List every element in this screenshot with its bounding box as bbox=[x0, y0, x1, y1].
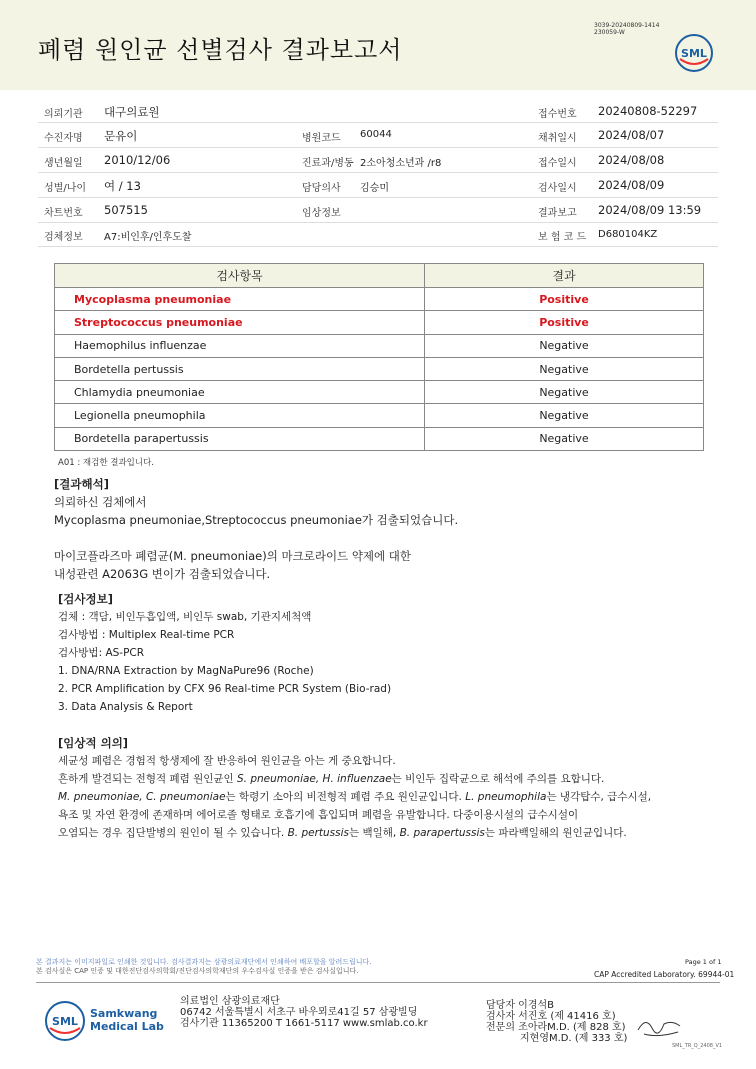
test-info-line: 검체 : 객담, 비인두흡입액, 비인두 swab, 기관지세척액 bbox=[58, 611, 312, 623]
footer-address: 의료법인 삼광의료재단 06742 서울특별시 서초구 바우뫼로41길 57 삼광빌딩 검사기관 11365200 T 1661-5117 www.smlab.co.kr bbox=[180, 996, 428, 1029]
test-info-line: 검사방법: AS-PCR bbox=[58, 647, 145, 659]
clinical-line: 흔하게 발견되는 전형적 폐렴 원인균인 S. pneumoniae, H. influenzae는 비인두 집락균으로 해석에 주의를 요합니다. bbox=[58, 773, 605, 785]
receipt-date-value: 2024/08/08 bbox=[598, 153, 665, 167]
table-header-row bbox=[55, 264, 704, 288]
footer-notice: 본 결과지는 이미지파일로 인쇄한 것입니다. 검사결과지는 삼광의료재단에서 인쇄하여 배포할을 알려드립니다. 본 검사실은 CAP 인증 및 대한진단검사의학회/진단검사의학재단의 우수검사실 인증을 받은 검사실입니다. bbox=[36, 958, 372, 975]
test-result: Positive bbox=[425, 311, 704, 334]
dept-label: 진료과/병동 bbox=[302, 158, 354, 169]
test-info-line: 검사방법 : Multiplex Real-time PCR bbox=[58, 629, 235, 641]
divider bbox=[38, 246, 718, 247]
chart-value: 507515 bbox=[104, 203, 148, 217]
test-info-section bbox=[58, 590, 391, 716]
divider bbox=[38, 172, 718, 173]
table-row bbox=[55, 311, 704, 334]
doc-code: 3039-20240809-1414 230059-W bbox=[594, 22, 660, 36]
signature-icon bbox=[634, 1012, 684, 1040]
test-result: Negative bbox=[425, 427, 704, 450]
clinical-meaning-section bbox=[58, 734, 720, 842]
col-item-header: 검사항목 bbox=[55, 264, 425, 288]
footer-logo-name: Samkwang Medical Lab bbox=[90, 1007, 164, 1033]
patient-value: 문유이 bbox=[104, 129, 138, 143]
interpretation-line: Mycoplasma pneumoniae,Streptococcus pneumoniae가 검출되었습니다. bbox=[54, 513, 459, 527]
test-item: Bordetella parapertussis bbox=[55, 427, 425, 450]
sex-age-value: 여 / 13 bbox=[104, 179, 141, 193]
retest-note: A01 : 재검한 결과입니다. bbox=[58, 458, 154, 468]
test-info-line: 2. PCR Amplification by CFX 96 Real-time PCR System (Bio-rad) bbox=[58, 683, 392, 695]
svg-text:SML: SML bbox=[681, 47, 707, 60]
insurance-label: 보 험 코 드 bbox=[538, 232, 587, 243]
test-result: Positive bbox=[425, 288, 704, 311]
interpretation-line: 마이코플라즈마 폐렴균(M. pneumoniae)의 마크로라이드 약제에 대한 bbox=[54, 549, 412, 563]
table-row bbox=[55, 288, 704, 311]
chart-label: 차트번호 bbox=[44, 208, 83, 219]
table-row bbox=[55, 357, 704, 380]
test-info-line: 1. DNA/RNA Extraction by MagNaPure96 (Roche) bbox=[58, 665, 314, 677]
clinical-meaning-heading: [임상적 의의] bbox=[58, 736, 129, 750]
receipt-no-value: 20240808-52297 bbox=[598, 104, 698, 118]
receipt-date-label: 접수일시 bbox=[538, 158, 577, 169]
footer-staff: 담당자 이경석B 검사자 서진호 (제 41416 호) 전문의 조아라M.D. (제 828 호) 지현영M.D. (제 333 호) bbox=[486, 1000, 628, 1044]
test-result: Negative bbox=[425, 381, 704, 404]
dept-value: 2소아청소년과 /r8 bbox=[360, 158, 442, 169]
sml-logo-icon bbox=[674, 33, 714, 73]
footer-divider bbox=[36, 982, 720, 983]
institution-value: 대구의료원 bbox=[104, 105, 160, 119]
test-info-line: 3. Data Analysis & Report bbox=[58, 701, 193, 713]
test-info-heading: [검사정보] bbox=[58, 592, 113, 606]
report-title: 폐렴 원인균 선별검사 결과보고서 bbox=[38, 36, 403, 64]
test-item: Chlamydia pneumoniae bbox=[55, 381, 425, 404]
specimen-label: 검체정보 bbox=[44, 232, 83, 243]
report-header bbox=[0, 0, 756, 90]
form-version: SML_TR_Q_2408_V1 bbox=[672, 1043, 723, 1049]
clinical-line: 오염되는 경우 집단발병의 원인이 될 수 있습니다. B. pertussis는 백일해, B. parapertussis는 파라백일해의 원인균입니다. bbox=[58, 827, 627, 839]
clinical-line: 세균성 폐렴은 경험적 항생제에 잘 반응하여 원인균을 아는 게 중요합니다. bbox=[58, 755, 396, 767]
collection-date-label: 채취일시 bbox=[538, 133, 577, 144]
interpretation-line: 의뢰하신 검체에서 bbox=[54, 495, 147, 509]
birth-label: 생년월일 bbox=[44, 158, 83, 169]
insurance-value: D680104KZ bbox=[598, 229, 658, 240]
report-date-value: 2024/08/09 13:59 bbox=[598, 203, 702, 217]
divider bbox=[38, 147, 718, 148]
test-item: Streptococcus pneumoniae bbox=[55, 311, 425, 334]
interpretation-line: 내성관련 A2063G 변이가 검출되었습니다. bbox=[54, 567, 271, 581]
page-number: Page 1 of 1 bbox=[685, 958, 722, 966]
table-row bbox=[55, 404, 704, 427]
test-date-label: 검사일시 bbox=[538, 183, 577, 194]
clinical-line: M. pneumoniae, C. pneumoniae는 학령기 소아의 비전형적 폐렴 주요 원인균입니다. L. pneumophila는 냉각탑수, 급수시설, bbox=[58, 791, 652, 803]
sex-age-label: 성별/나이 bbox=[44, 183, 87, 194]
test-result: Negative bbox=[425, 334, 704, 357]
divider bbox=[38, 197, 718, 198]
hospital-code-label: 병원코드 bbox=[302, 133, 341, 144]
col-result-header: 결과 bbox=[425, 264, 704, 288]
divider bbox=[38, 122, 718, 123]
test-item: Haemophilus influenzae bbox=[55, 334, 425, 357]
test-result: Negative bbox=[425, 357, 704, 380]
doctor-label: 담당의사 bbox=[302, 183, 341, 194]
table-row bbox=[55, 334, 704, 357]
hospital-code-value: 60044 bbox=[360, 129, 392, 140]
test-item: Mycoplasma pneumoniae bbox=[55, 288, 425, 311]
table-row bbox=[55, 427, 704, 450]
patient-label: 수진자명 bbox=[44, 133, 83, 144]
svg-text:SML: SML bbox=[52, 1015, 78, 1028]
clinical-line: 욕조 및 자연 환경에 존재하며 에어로졸 형태로 호흡기에 흡입되며 폐렴을 유발합니다. 다중이용시설의 급수시설이 bbox=[58, 809, 579, 821]
collection-date-value: 2024/08/07 bbox=[598, 128, 665, 142]
test-item: Bordetella pertussis bbox=[55, 357, 425, 380]
cap-accreditation: CAP Accredited Laboratory. 69944-01 bbox=[594, 970, 735, 979]
test-item: Legionella pneumophila bbox=[55, 404, 425, 427]
results-table bbox=[54, 263, 704, 451]
doctor-value: 김승미 bbox=[360, 183, 389, 194]
receipt-no-label: 접수번호 bbox=[538, 109, 577, 120]
table-row bbox=[55, 381, 704, 404]
interpretation-section bbox=[54, 475, 458, 583]
test-result: Negative bbox=[425, 404, 704, 427]
divider bbox=[38, 222, 718, 223]
sml-footer-logo-icon bbox=[44, 1000, 86, 1042]
birth-value: 2010/12/06 bbox=[104, 153, 171, 167]
interpretation-heading: [결과해석] bbox=[54, 477, 109, 491]
clinical-label: 임상정보 bbox=[302, 208, 341, 219]
institution-label: 의뢰기관 bbox=[44, 109, 83, 120]
report-date-label: 결과보고 bbox=[538, 208, 577, 219]
specimen-value: A7:비인후/인후도찰 bbox=[104, 232, 192, 243]
test-date-value: 2024/08/09 bbox=[598, 178, 665, 192]
